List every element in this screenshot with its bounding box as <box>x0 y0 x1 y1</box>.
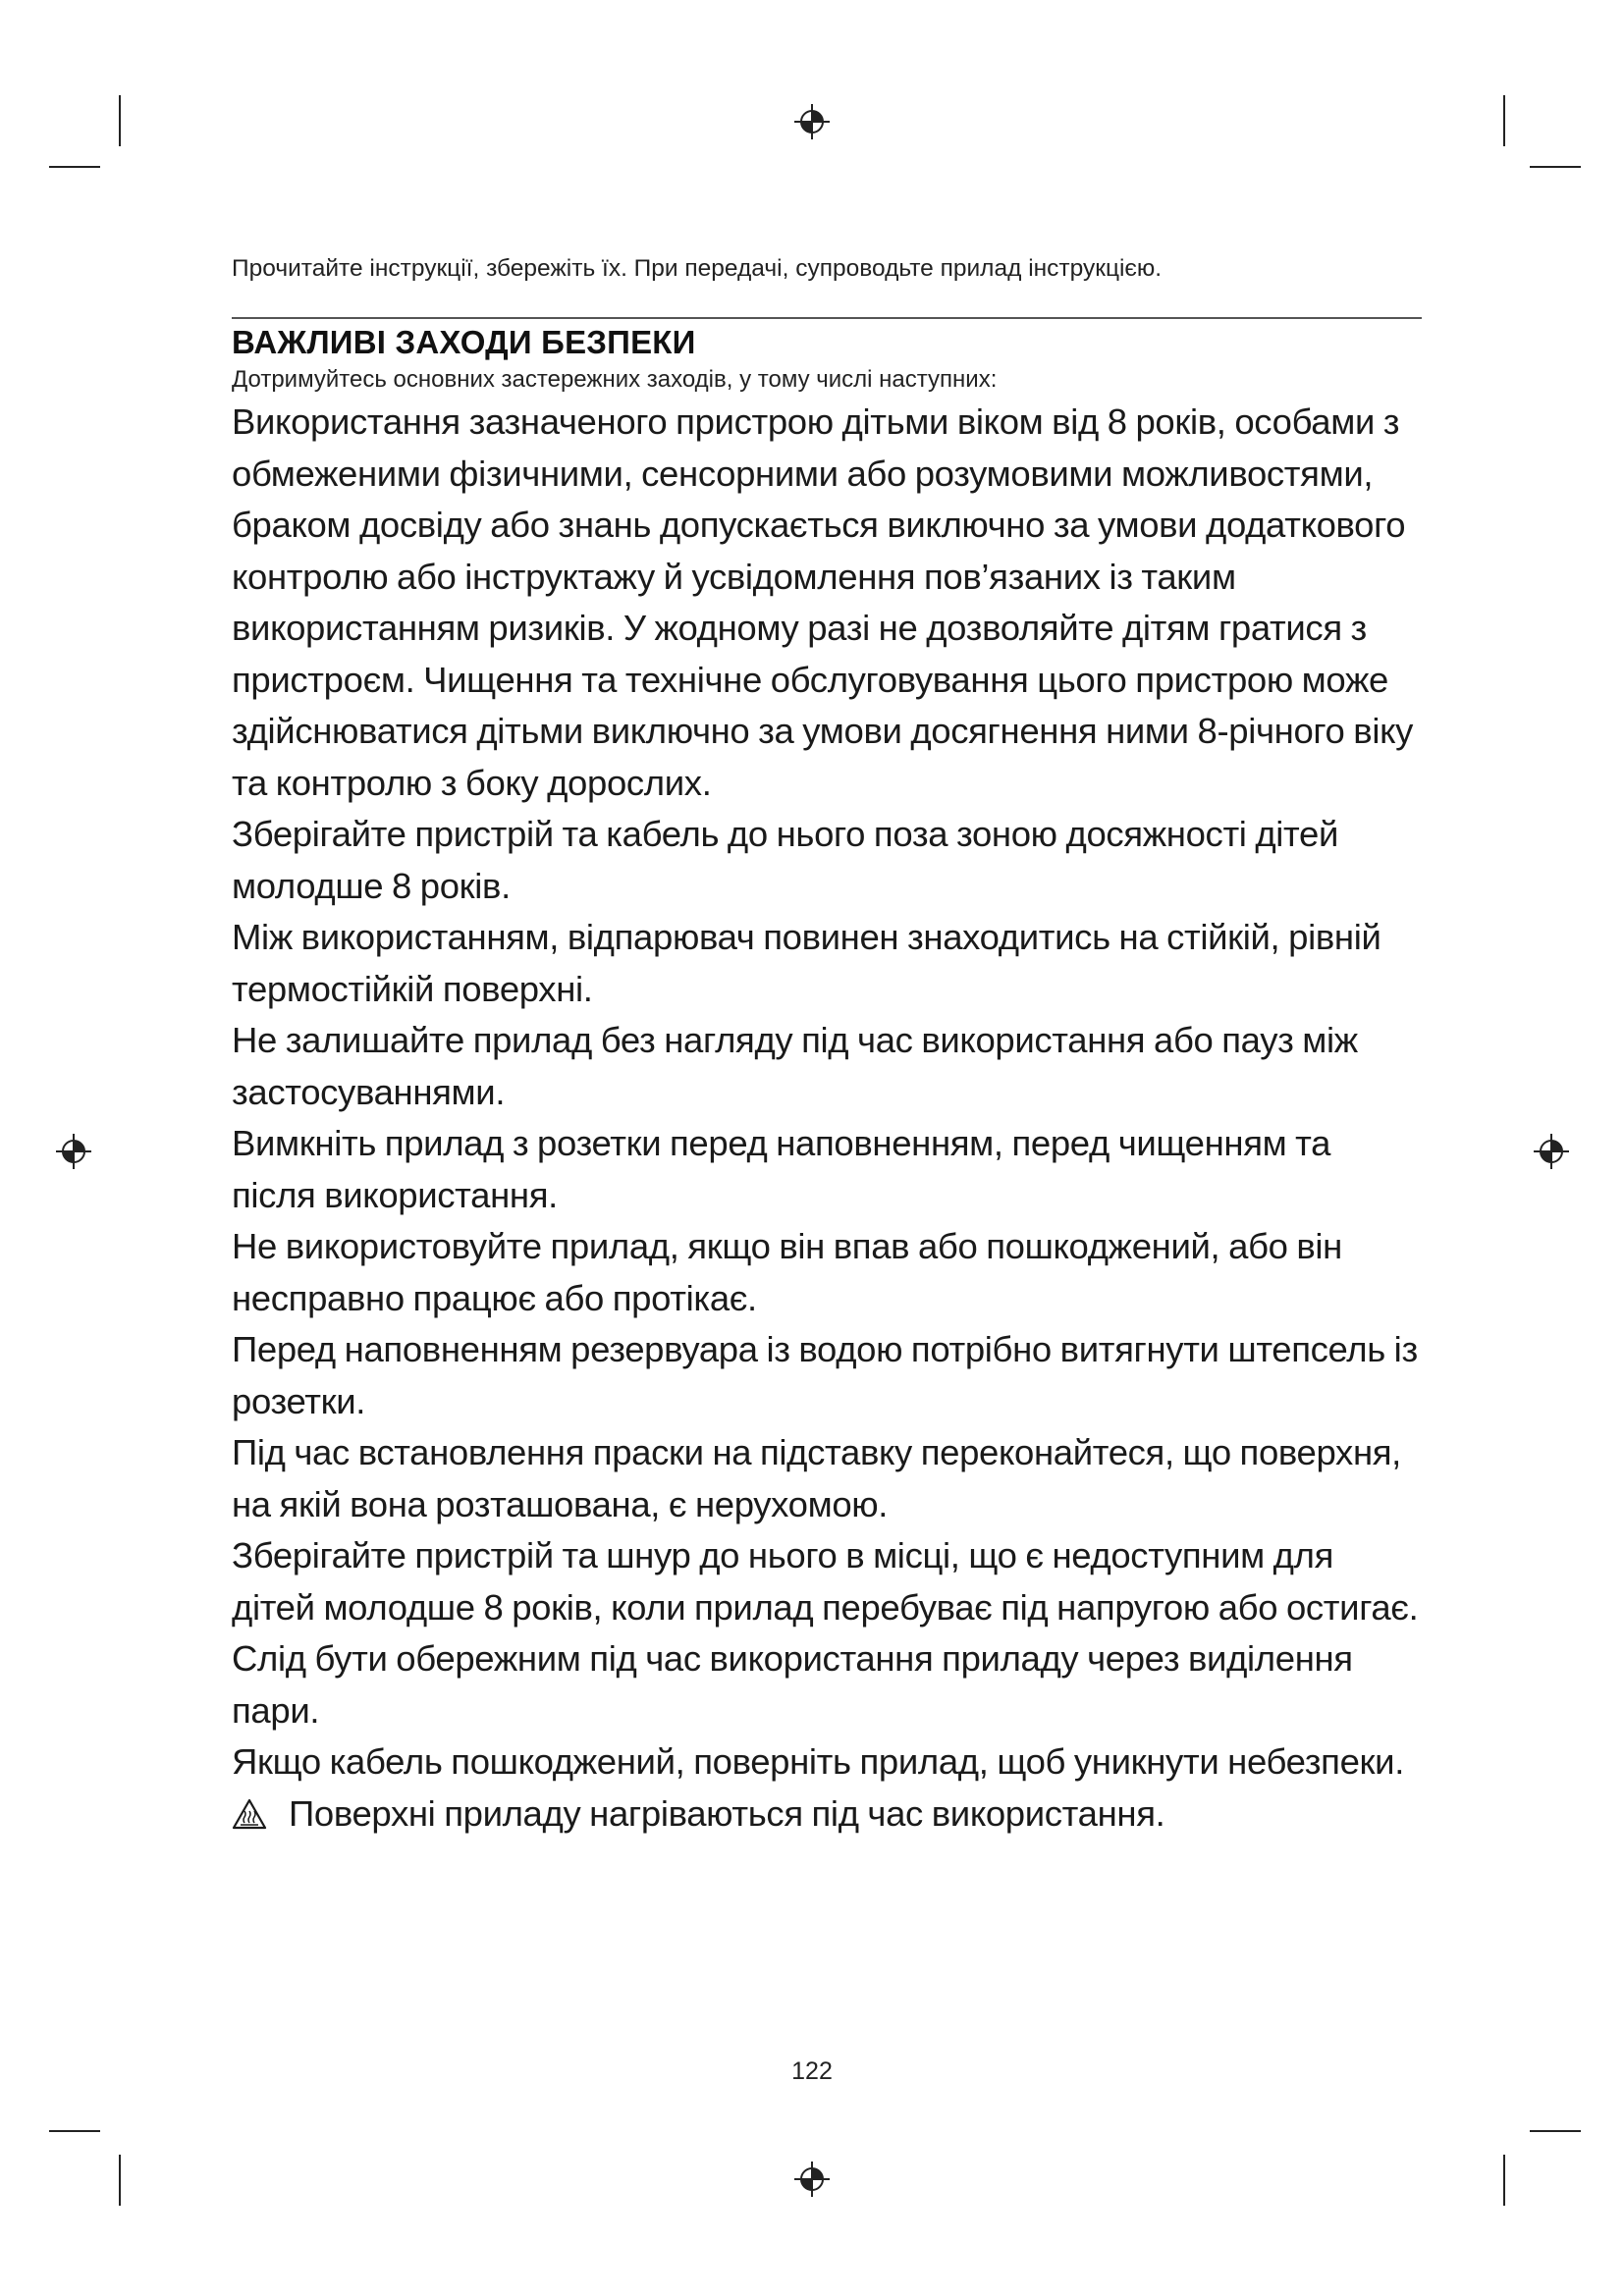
section-divider <box>232 317 1422 319</box>
safety-paragraph: Не використовуйте прилад, якщо він впав або пошкоджений, або він несправно працює або протікає. <box>232 1226 1342 1318</box>
registration-mark-icon <box>792 2160 832 2199</box>
safety-paragraph: Використання зазначеного пристрою дітьми віком від 8 років, особами з обмеженими фізичними, сенсорними або розумовими можливостями, браком досвіду або знань допускається виключно за умови додаткового контролю або інструктажу й усвідомлення пов’язаних із таким використанням ризиків. У жодному разі не дозволяйте дітям гратися з пристроєм. Чищення та технічне обслуговування цього пристрою може здійснюватися дітьми виключно за умови досягнення ними 8-річного віку та контролю з боку дорослих. <box>232 401 1414 803</box>
intro-text: Прочитайте інструкції, збережіть їх. При передачі, супроводьте прилад інструкцією. <box>232 255 1163 282</box>
safety-paragraph: Вимкніть прилад з розетки перед наповненням, перед чищенням та після використання. <box>232 1123 1331 1215</box>
crop-mark <box>1503 95 1505 146</box>
registration-mark-icon <box>1532 1132 1571 1171</box>
crop-mark <box>1503 2155 1505 2206</box>
safety-paragraph: Не залишайте прилад без нагляду під час використання або пауз між застосуваннями. <box>232 1020 1358 1112</box>
safety-paragraph: Слід бути обережним під час використання приладу через виділення пари. <box>232 1638 1353 1731</box>
crop-mark <box>1530 166 1581 168</box>
hot-surface-warning-text: Поверхні приладу нагріваються під час використання. <box>289 1792 1165 1834</box>
safety-instructions-list <box>232 397 1422 1840</box>
safety-paragraph: Зберігайте пристрій та шнур до нього в місці, що є недоступним для дітей молодше 8 років, коли прилад перебуває під напругою або остигає. <box>232 1535 1419 1628</box>
crop-mark <box>49 2130 100 2132</box>
safety-paragraph: Якщо кабель пошкоджений, поверніть прилад, щоб уникнути небезпеки. <box>232 1741 1404 1782</box>
section-heading: ВАЖЛИВІ ЗАХОДИ БЕЗПЕКИ <box>232 324 696 360</box>
safety-paragraph: Під час встановлення праски на підставку переконайтеся, що поверхня, на якій вона розташована, є нерухомою. <box>232 1432 1401 1524</box>
safety-paragraph: Перед наповненням резервуара із водою потрібно витягнути штепсель із розетки. <box>232 1329 1418 1421</box>
page-number: 122 <box>791 2057 833 2085</box>
page-content <box>232 253 1422 1840</box>
registration-mark-icon <box>54 1132 93 1171</box>
safety-paragraph: Зберігайте пристрій та кабель до нього поза зоною досяжності дітей молодше 8 років. <box>232 814 1339 906</box>
crop-mark <box>1530 2130 1581 2132</box>
crop-mark <box>119 95 121 146</box>
hot-surface-warning-icon <box>232 1798 267 1830</box>
hot-surface-warning <box>232 1789 1422 1841</box>
crop-mark <box>49 166 100 168</box>
section-subtitle: Дотримуйтесь основних застережних заходів, у тому числі наступних: <box>232 366 998 393</box>
registration-mark-icon <box>792 102 832 141</box>
safety-paragraph: Між використанням, відпарювач повинен знаходитись на стійкій, рівній термостійкій поверхні. <box>232 917 1381 1009</box>
crop-mark <box>119 2155 121 2206</box>
